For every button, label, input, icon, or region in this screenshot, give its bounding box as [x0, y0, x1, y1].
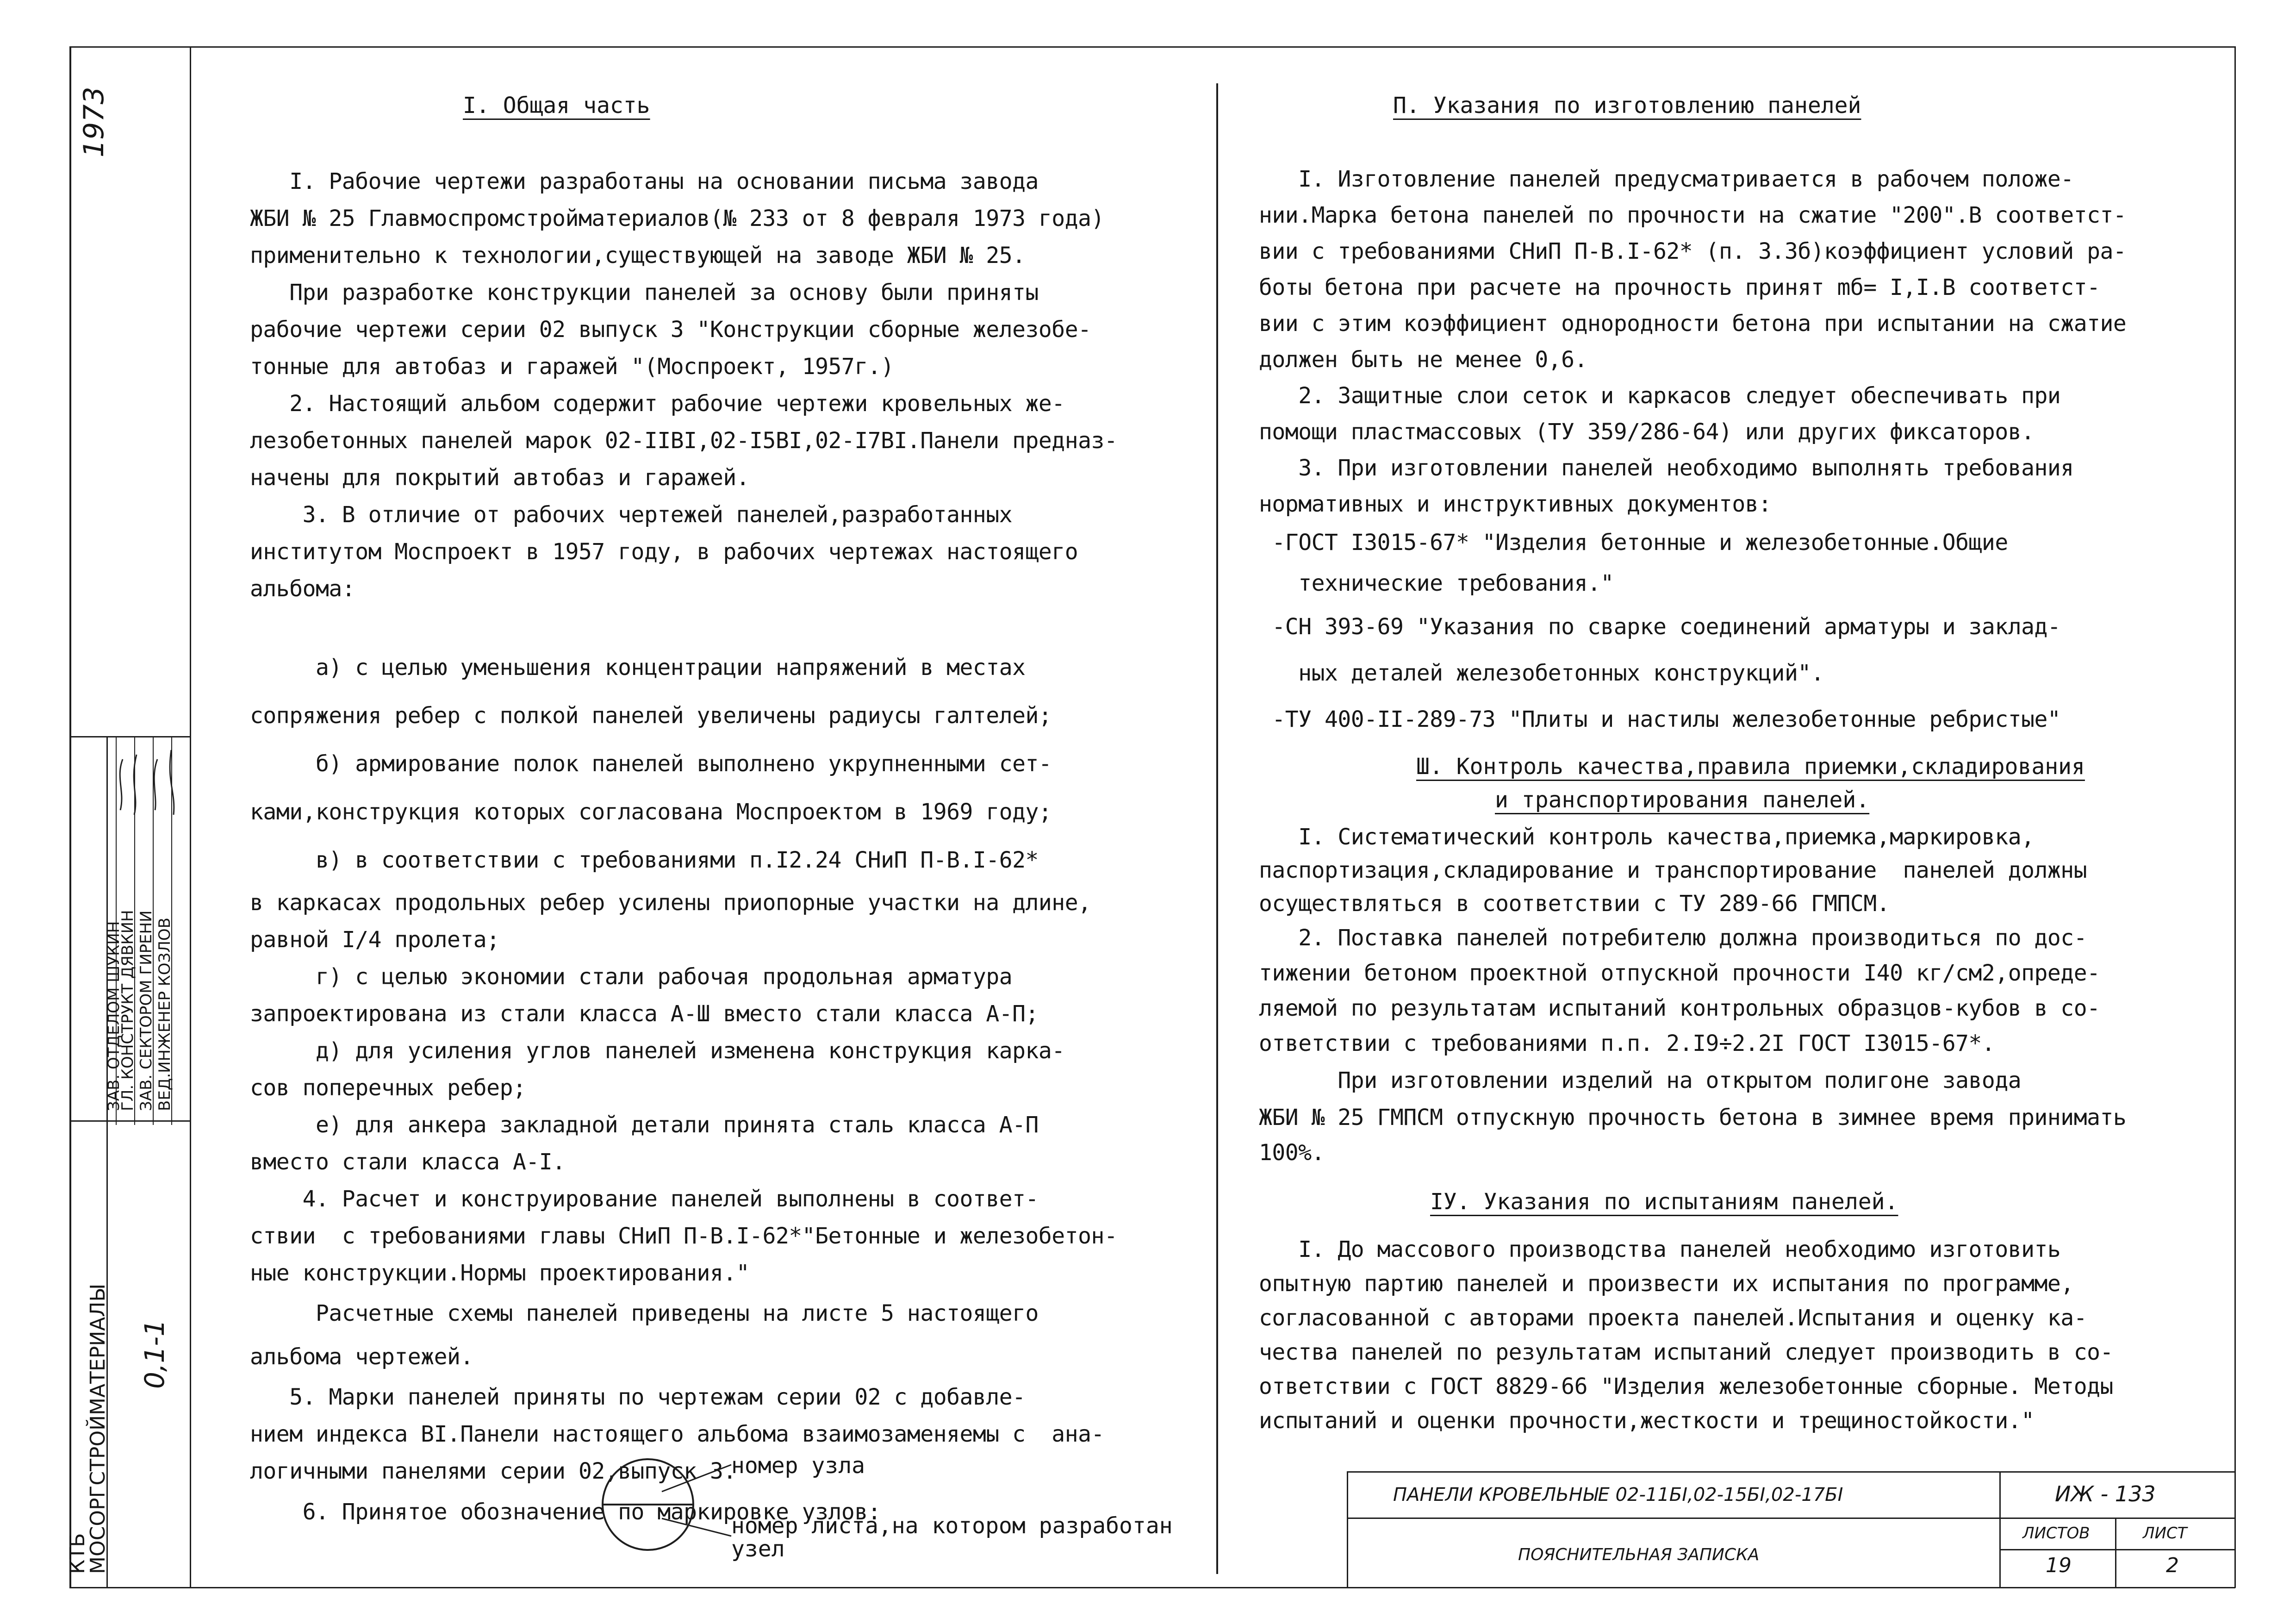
section1-line: равной I/4 пролета; [250, 927, 500, 953]
sheets-count-label: ЛИСТОВ [2022, 1524, 2090, 1543]
section3-line: 2. Поставка панелей потребителю должна производиться по дос- [1259, 925, 2087, 951]
section1-gap [250, 607, 1213, 643]
section1-line: 3. В отличие от рабочих чертежей панелей,разработанных [250, 502, 1013, 528]
section4-line: согласованной с авторами проекта панелей.Испытания и оценку ка- [1259, 1305, 2087, 1331]
section1-line: применительно к технологии,существующей на заводе ЖБИ № 25. [250, 243, 1026, 269]
section1-line: е) для анкера закладной детали принята сталь класса А-П [250, 1112, 1039, 1138]
drawing-subtitle: ПОЯСНИТЕЛЬНАЯ ЗАПИСКА [1518, 1545, 1760, 1564]
side-border [190, 46, 191, 1588]
section1-line: тонные для автобаз и гаражей "(Моспроект, 1957г.) [250, 354, 894, 380]
section1-line: логичными панелями серии 02,выпуск 3. [250, 1458, 736, 1484]
section3-line: I. Систематический контроль качества,приемка,маркировка, [1259, 824, 2035, 850]
section2-heading: П. Указания по изготовлению панелей [1393, 93, 1861, 119]
section2-body [1259, 161, 2231, 743]
section1-line: ЖБИ № 25 Главмоспромстройматериалов(№ 233 от 8 февраля 1973 года) [250, 206, 1104, 231]
section1-line: д) для усиления углов панелей изменена конструкция карка- [250, 1038, 1065, 1064]
node-marker-icon [592, 1454, 740, 1560]
section2-line: нии.Марка бетона панелей по прочности на сжатие "200".В соответст- [1259, 202, 2127, 228]
section1-line: вместо стали класса А-I. [250, 1149, 566, 1175]
section3-line: 100%. [1259, 1140, 1325, 1166]
drawing-title: ПАНЕЛИ КРОВЕЛЬНЫЕ 02-11БI,02-15БI,02-17БI [1393, 1484, 1843, 1505]
section1-line: альбома чертежей. [250, 1344, 473, 1370]
section1-line: 4. Расчет и конструирование панелей выполнены в соответ- [250, 1186, 1039, 1212]
section4-line: опытную партию панелей и произвести их испытания по программе, [1259, 1271, 2074, 1297]
section1-line: 5. Марки панелей приняты по чертежам серии 02 с добавле- [250, 1384, 1026, 1410]
section1-line: I. Рабочие чертежи разработаны на основании письма завода [250, 169, 1039, 194]
section2-line: боты бетона при расчете на прочность принят mб= I,I.В соответст- [1259, 275, 2100, 300]
section1-line: ками,конструкция которых согласована Моспроектом в 1969 году; [250, 799, 1052, 825]
section2-line: -ТУ 400-II-289-73 "Плиты и настилы железобетонные ребристые" [1259, 706, 2061, 732]
title-block-col1 [1999, 1471, 2001, 1588]
section1-line: ные конструкции.Нормы проектирования." [250, 1260, 750, 1286]
section4-line: испытаний и оценки прочности,жесткости и трещиностойкости." [1259, 1408, 2035, 1434]
side-code: 0,1-1 [139, 1319, 170, 1389]
section2-line: нормативных и инструктивных документов: [1259, 491, 1772, 517]
title-block-mid [1347, 1518, 2235, 1519]
section1-line: а) с целью уменьшения концентрации напряжений в местах [250, 655, 1026, 681]
section1-line: начены для покрытий автобаз и гаражей. [250, 465, 750, 491]
section2-line: технические требования." [1259, 570, 1614, 596]
section4-line: чества панелей по результатам испытаний следует производить в со- [1259, 1339, 2113, 1365]
section2-line: вии с этим коэффициент однородности бетона при испытании на сжатие [1259, 311, 2127, 337]
title-block-col2 [2115, 1518, 2116, 1588]
frame-bottom [69, 1587, 2235, 1588]
section3-line: тижении бетоном проектной отпускной прочности I40 кг/см2,опреде- [1259, 960, 2100, 986]
title-block-top [1347, 1471, 2235, 1473]
section1-line: сов поперечных ребер; [250, 1075, 526, 1101]
legend-sheet-number-line1: номер листа,на котором разработан [731, 1513, 1173, 1539]
section3-line: осуществляться в соответствии с ТУ 289-66 ГМПСМ. [1259, 891, 1890, 917]
section3-heading-line2: и транспортирования панелей. [1495, 787, 1870, 813]
side-staff-3: ЗАВ. СЕКТОРОМ ГИРЕНИ [137, 910, 156, 1111]
section3-body [1259, 820, 2231, 1170]
side-border-left [69, 1125, 71, 1588]
section1-line: лезобетонных панелей марок 02-IIBI,02-I5BI,02-I7BI.Панели предназ- [250, 428, 1118, 454]
column-divider [1216, 83, 1218, 1574]
title-block-sheet-row [1999, 1549, 2235, 1550]
legend-node-number: номер узла [731, 1453, 865, 1479]
section1-line: 6. Принятое обозначение по маркировке узлов: [250, 1499, 881, 1525]
legend-sheet-number-line2: узел [731, 1536, 785, 1562]
side-staff-2: ГЛ. КОНСТРУКТ ДЯВКИН [118, 910, 137, 1111]
section1-line: г) с целью экономии стали рабочая продольная арматура [250, 964, 1013, 990]
section1-line: 2. Настоящий альбом содержит рабочие чертежи кровельных же- [250, 391, 1065, 417]
section2-line: 2. Защитные слои сеток и каркасов следует обеспечивать при [1259, 383, 2061, 409]
section2-line: должен быть не менее 0,6. [1259, 347, 1587, 373]
section3-heading-line1: Ш. Контроль качества,правила приемки,складирования [1416, 754, 2085, 780]
section1-line: рабочие чертежи серии 02 выпуск 3 "Конструкции сборные железобе- [250, 317, 1091, 343]
sheet-number-value: 2 [2166, 1554, 2179, 1577]
section1-line: ствии с требованиями главы СНиП П-В.I-62*"Бетонные и железобетон- [250, 1223, 1118, 1249]
section3-line: ответствии с требованиями п.п. 2.I9÷2.2I ГОСТ I3015-67*. [1259, 1031, 1995, 1056]
section2-line: ных деталей железобетонных конструкций". [1259, 660, 1824, 686]
section2-line: -СН 393-69 "Указания по сварке соединений арматуры и заклад- [1259, 614, 2061, 640]
section4-body [1259, 1232, 2231, 1438]
side-org-line2: МОСОРГСТРОЙМАТЕРИАЛЫ [86, 1283, 110, 1574]
section1-line: запроектирована из стали класса А-Ш вместо стали класса А-П; [250, 1001, 1039, 1027]
section1-line: Расчетные схемы панелей приведены на листе 5 настоящего [250, 1300, 1039, 1326]
section1-line: нием индекса BI.Панели настоящего альбома взаимозаменяемы с ана- [250, 1421, 1104, 1447]
sheets-count-value: 19 [2046, 1554, 2072, 1577]
section4-line: I. До массового производства панелей необходимо изготовить [1259, 1237, 2061, 1262]
section1-line: б) армирование полок панелей выполнено укрупненными сет- [250, 751, 1052, 777]
side-org-line1: КТБ [66, 1533, 89, 1574]
frame-right [2234, 46, 2236, 1588]
section4-line: ответствии с ГОСТ 8829-66 "Изделия железобетонные сборные. Методы [1259, 1374, 2113, 1399]
frame-top [69, 46, 2235, 48]
section1-line: в) в соответствии с требованиями п.I2.24 СНиП П-В.I-62* [250, 847, 1039, 873]
section3-line: ЖБИ № 25 ГМПСМ отпускную прочность бетона в зимнее время принимать [1259, 1105, 2127, 1131]
section2-line: вии с требованиями СНиП П-В.I-62* (п. 3.3б)коэффициент условий ра- [1259, 238, 2127, 264]
section4-heading: IУ. Указания по испытаниям панелей. [1430, 1189, 1898, 1215]
side-signatures [111, 741, 185, 819]
section1-line: альбома: [250, 576, 355, 602]
section3-line: ляемой по результатам испытаний контрольных образцов-кубов в со- [1259, 995, 2100, 1021]
section1-line: институтом Моспроект в 1957 году, в рабочих чертежах настоящего [250, 539, 1078, 565]
section2-line: 3. При изготовлении панелей необходимо выполнять требования [1259, 455, 2074, 481]
section1-line: в каркасах продольных ребер усилены приопорные участки на длине, [250, 890, 1091, 916]
drawing-code: ИЖ - 133 [2055, 1481, 2156, 1506]
title-block-left [1347, 1471, 1348, 1588]
section1-body [250, 163, 1213, 1534]
section3-line: При изготовлении изделий на открытом полигоне завода [1259, 1068, 2022, 1093]
section2-line: -ГОСТ I3015-67* "Изделия бетонные и железобетонные.Общие [1259, 530, 2008, 556]
side-year: 1973 [78, 87, 110, 157]
section1-heading: I. Общая часть [463, 93, 650, 119]
side-staff-4: ВЕД.ИНЖЕНЕР КОЗЛОВ [156, 918, 174, 1111]
section3-line: паспортизация,складирование и транспортирование панелей должны [1259, 857, 2087, 883]
sheet-number-label: ЛИСТ [2143, 1524, 2187, 1543]
section2-line: помощи пластмассовых (ТУ 359/286-64) или других фиксаторов. [1259, 419, 2035, 445]
section1-line: При разработке конструкции панелей за основу были приняты [250, 280, 1039, 306]
section2-line: I. Изготовление панелей предусматривается в рабочем положе- [1259, 166, 2074, 192]
side-staff-1: ЗАВ. ОТДЕЛОМ ШУКИН [105, 921, 123, 1111]
section1-line: сопряжения ребер с полкой панелей увеличены радиусы галтелей; [250, 703, 1052, 729]
